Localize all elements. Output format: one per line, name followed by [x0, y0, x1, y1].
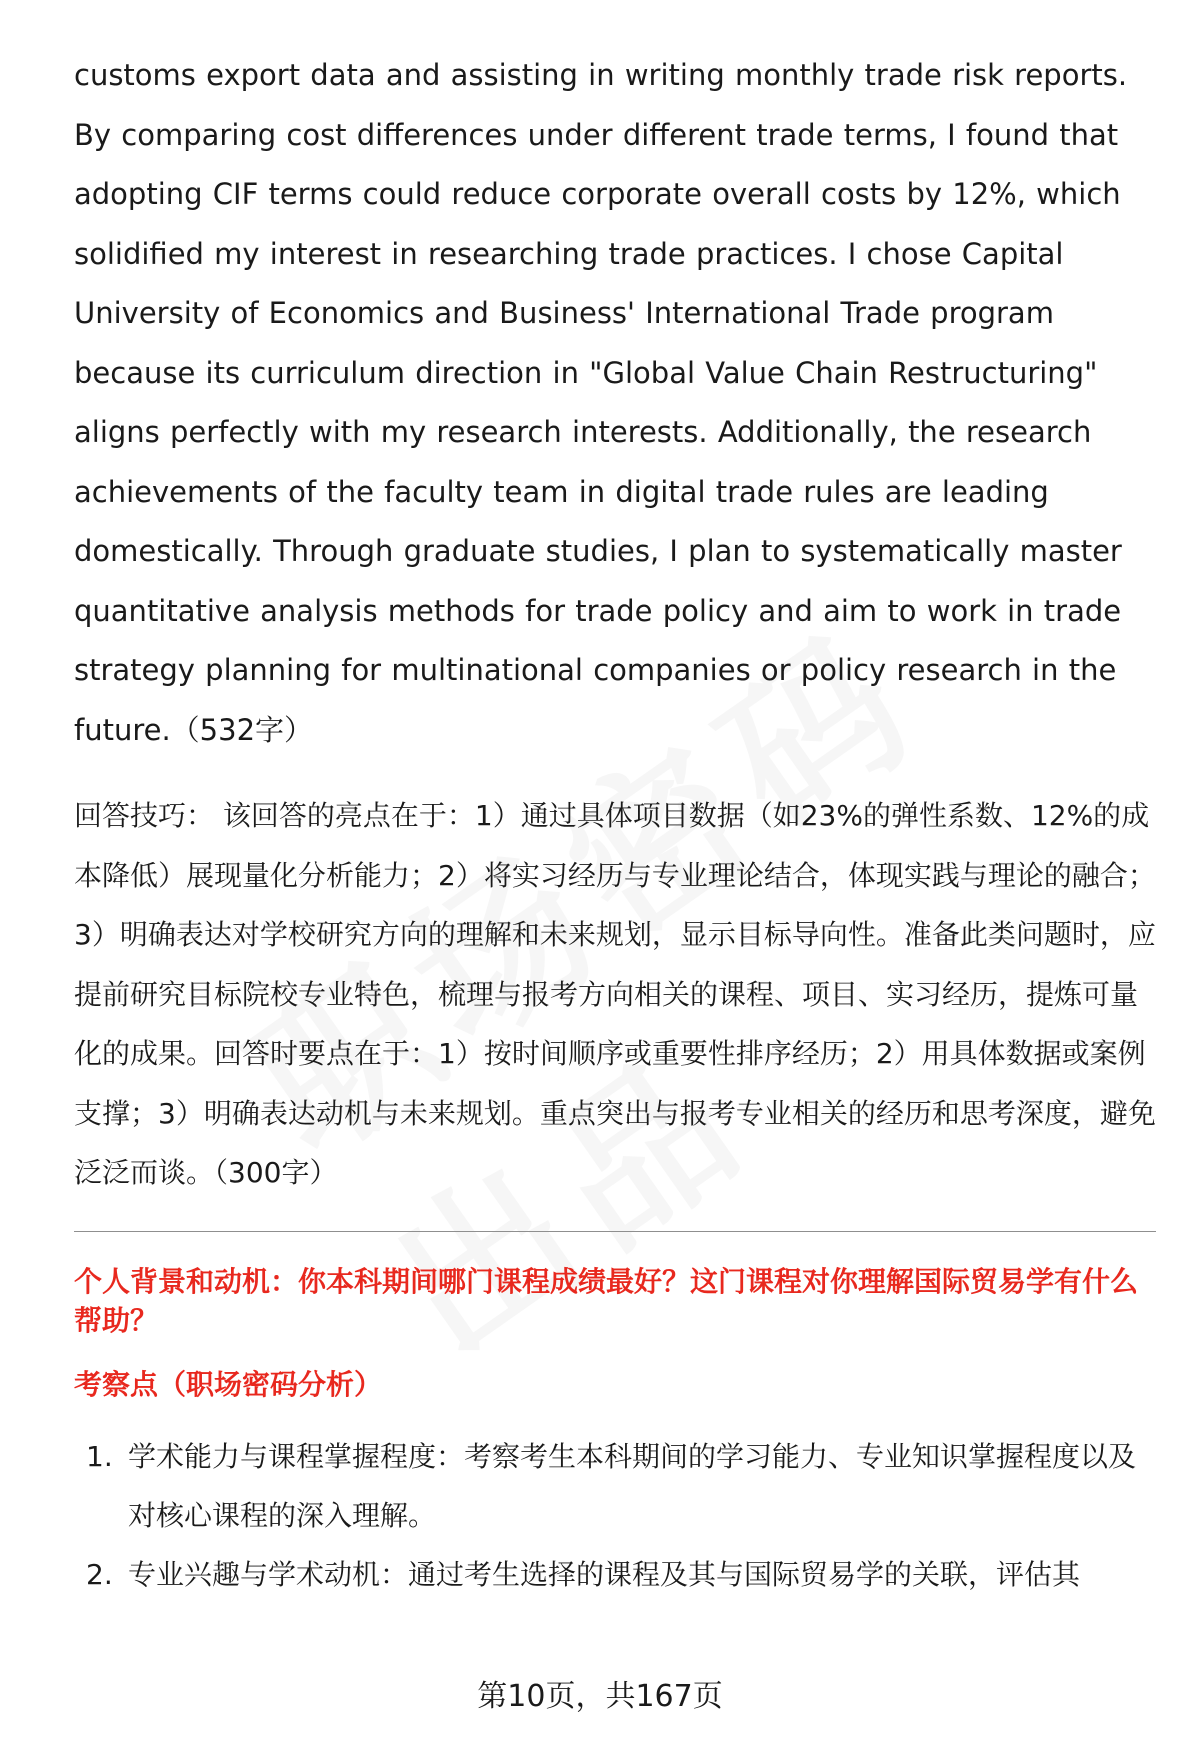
- answer-english-paragraph: customs export data and assisting in writing monthly trade risk reports. By comparing cost differences under different trade terms, I found that adopting CIF terms could reduce corporate overall costs by 12%, which solidified my interest in researching trade practices. I chose Capital University of Economics and Business' International Trade program because its curriculum direction in "Global Value Chain Restructuring" aligns perfectly with my research interests. Additionally, the research achievements of the faculty team in digital trade rules are leading domestically. Through graduate studies, I plan to systematically master quantitative analysis methods for trade policy and aim to work in trade strategy planning for multinational companies or policy research in the future.（532字）: [74, 58, 1128, 747]
- list-item-text: 专业兴趣与学术动机：通过考生选择的课程及其与国际贸易学的关联，评估其: [128, 1557, 1081, 1591]
- list-item-number: 1.: [86, 1439, 113, 1473]
- question-heading: 个人背景和动机：你本科期间哪门课程成绩最好？这门课程对你理解国际贸易学有什么帮助？: [74, 1264, 1139, 1337]
- page-number-footer: 第10页，共167页: [477, 1679, 723, 1714]
- list-item: [74, 1545, 1156, 1604]
- assessment-points-list: [74, 1427, 1156, 1604]
- list-item-number: 2.: [86, 1557, 113, 1591]
- list-item-text: 学术能力与课程掌握程度：考察考生本科期间的学习能力、专业知识掌握程度以及对核心课程的深入理解。: [128, 1439, 1137, 1532]
- list-item: [74, 1427, 1156, 1545]
- answer-tips-paragraph: 回答技巧： 该回答的亮点在于：1）通过具体项目数据（如23%的弹性系数、12%的成本降低）展现量化分析能力；2）将实习经历与专业理论结合，体现实践与理论的融合；3）明确表达对学校研究方向的理解和未来规划，显示目标导向性。准备此类问题时，应提前研究目标院校专业特色，梳理与报考方向相关的课程、项目、实习经历，提炼可量化的成果。回答时要点在于：1）按时间顺序或重要性排序经历；2）用具体数据或案例支撑；3）明确表达动机与未来规划。重点突出与报考专业相关的经历和思考深度，避免泛泛而谈。（300字）: [74, 799, 1156, 1189]
- section-divider: [74, 1231, 1156, 1232]
- document-page: [74, 0, 1156, 1604]
- assessment-points-heading: 考察点（职场密码分析）: [74, 1367, 383, 1401]
